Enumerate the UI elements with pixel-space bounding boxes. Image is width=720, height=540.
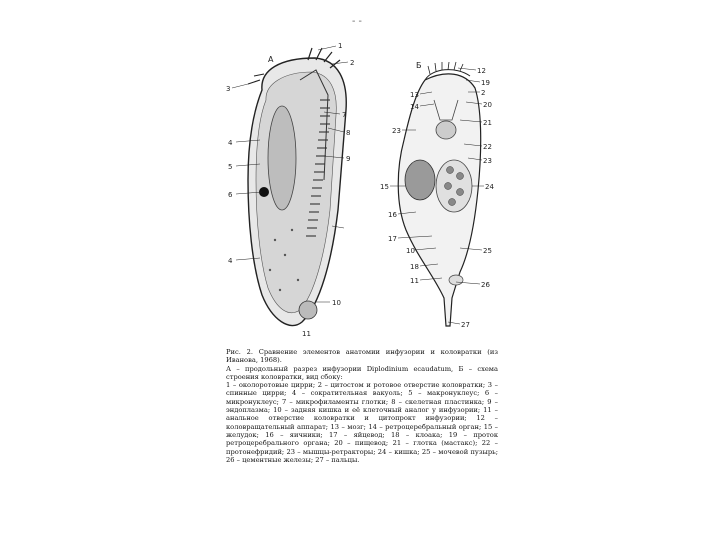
label-a-6: 6 — [228, 191, 233, 199]
panel-b-label: Б — [416, 61, 422, 70]
label-b-22: 22 — [483, 143, 492, 151]
label-b-12: 12 — [477, 67, 486, 75]
label-a-4: 4 — [228, 139, 233, 147]
label-a-5: 5 — [228, 163, 233, 171]
label-a-7: 7 — [342, 111, 347, 119]
figure-illustration — [220, 40, 510, 340]
label-a-1: 1 — [338, 42, 343, 50]
panel-a-ciliate-drawing — [226, 42, 354, 338]
label-a-9: 9 — [346, 155, 351, 163]
label-b-26: 26 — [481, 281, 490, 289]
panel-b-rotifer-drawing — [380, 61, 494, 329]
label-b-14: 14 — [410, 103, 419, 111]
label-b-23a: 23 — [392, 127, 401, 135]
label-a-11: 11 — [302, 330, 311, 338]
caption-legend: 1 – околоротовые цирри; 2 – цитостом и ротовое отверстие коловратки; 3 – спинные цирри; 4 – сократительная вакуоль; 5 – макронуклеус; 6 – микронуклеус; 7 – микрофиламенты глотки; 8 – скелетная пластинка; 9 – эндоплазма; 10 – задняя кишка и её клеточный аналог у инфузории; 11 – анальное отверстие коловратки и цитопрокт инфузории; 12 – коловращательный аппарат; 13 – мозг; 14 – ретроцеребральный орган; 15 – желудок; 16 – яичники; 17 – яйцевод; 18 – клоака; 19 – проток ретроцеребрального органа; 20 – пищевод; 21 – глотка (мастакс); 22 – протонефридий; 23 – мышцы-ретракторы; 24 – кишка; 25 – мочевой пузырь; 26 – цементные железы; 27 – пальцы. — [226, 381, 498, 464]
label-b-20: 20 — [483, 101, 492, 109]
label-b-27: 27 — [461, 321, 470, 329]
label-b-10: 10 — [406, 247, 415, 255]
label-b-18: 18 — [410, 263, 419, 271]
label-b-2: 2 — [481, 89, 486, 97]
label-a-4b: 4 — [228, 257, 233, 265]
label-b-24: 24 — [485, 183, 494, 191]
label-a-8: 8 — [346, 129, 351, 137]
label-b-15: 15 — [380, 183, 389, 191]
label-b-19: 19 — [481, 79, 490, 87]
label-b-17: 17 — [388, 235, 397, 243]
label-b-13a: 13 — [410, 91, 419, 99]
label-a-3: 3 — [226, 85, 231, 93]
label-a-10: 10 — [332, 299, 341, 307]
caption-title: Рис. 2. Сравнение элементов анатомии инфузории и коловратки (из Иванова, 1968). — [226, 348, 498, 365]
label-b-16: 16 — [388, 211, 397, 219]
label-b-11: 11 — [410, 277, 419, 285]
figure-caption — [226, 348, 498, 464]
label-b-21: 21 — [483, 119, 492, 127]
caption-panels: А – продольный разрез инфузории Diplodinium ecaudatum, Б – схема строения коловратки, вид сбоку: — [226, 364, 498, 381]
panel-a-label: А — [268, 55, 274, 64]
label-b-25: 25 — [483, 247, 492, 255]
page-number-mark: - - — [352, 16, 362, 27]
label-b-23b: 23 — [483, 157, 492, 165]
figure-drawing — [220, 40, 510, 340]
label-a-2: 2 — [350, 59, 355, 67]
